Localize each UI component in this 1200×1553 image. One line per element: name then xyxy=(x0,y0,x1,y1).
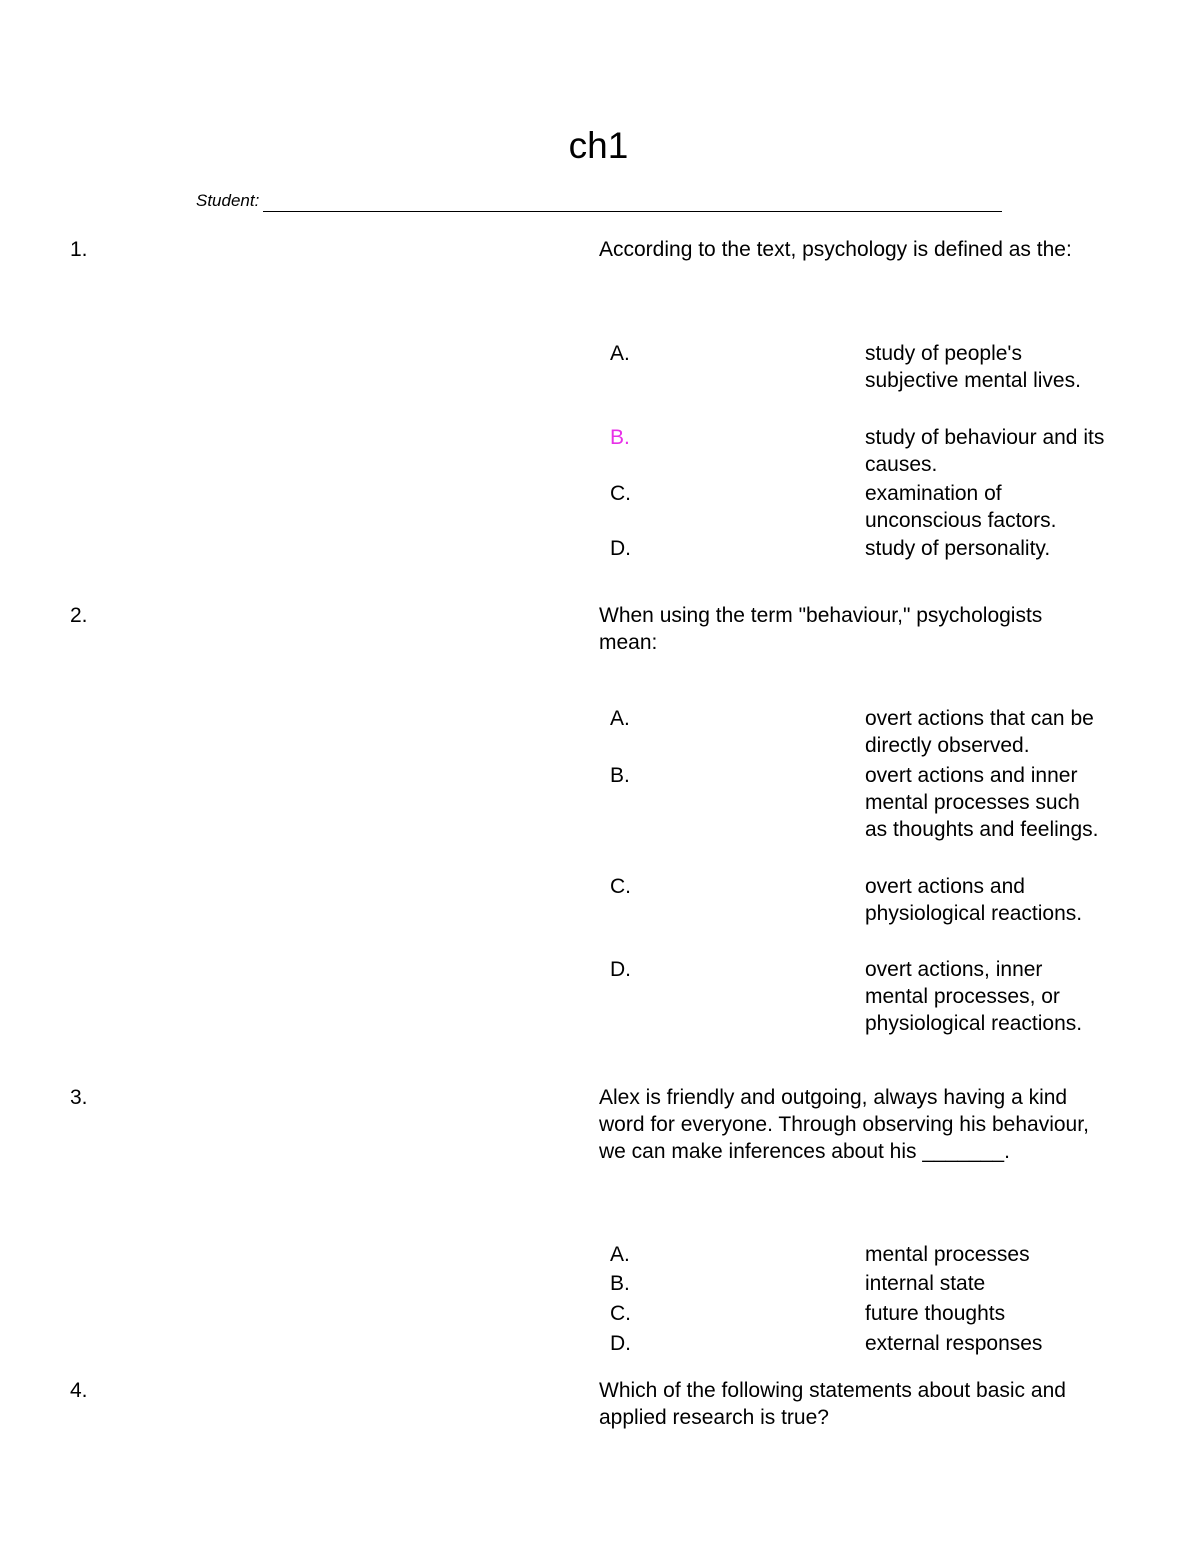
option-letter: C. xyxy=(610,1302,631,1325)
option-text: examination of unconscious factors. xyxy=(865,482,1057,532)
option-text: internal state xyxy=(865,1272,986,1295)
question-stem: Which of the following statements about basic and applied research is true? xyxy=(599,1379,1066,1429)
option-text: overt actions that can be directly observed. xyxy=(865,707,1094,757)
question-number: 4. xyxy=(70,1379,88,1402)
option-text: overt actions, inner mental processes, or physiological reactions. xyxy=(865,958,1083,1035)
option-text: future thoughts xyxy=(865,1302,1006,1325)
option-text: study of people's subjective mental lives. xyxy=(865,342,1081,392)
question-number: 2. xyxy=(70,604,88,627)
option-letter: C. xyxy=(610,482,631,505)
option-letter: D. xyxy=(610,537,631,560)
question-stem: According to the text, psychology is defined as the: xyxy=(599,238,1072,261)
option-letter: B. xyxy=(610,764,630,787)
option-text: overt actions and inner mental processes such as thoughts and feelings. xyxy=(865,764,1099,841)
option-text: study of behaviour and its causes. xyxy=(865,426,1105,476)
option-text: study of personality. xyxy=(865,537,1051,560)
question-number: 1. xyxy=(70,238,88,261)
option-text: mental processes xyxy=(865,1243,1030,1266)
student-label: Student: xyxy=(196,191,260,210)
student-name-rule xyxy=(263,193,1002,212)
option-text: external responses xyxy=(865,1332,1043,1355)
question-number: 3. xyxy=(70,1086,88,1109)
option-text: overt actions and physiological reactions. xyxy=(865,875,1083,925)
option-letter: D. xyxy=(610,1332,631,1355)
option-letter: C. xyxy=(610,875,631,898)
option-letter: B. xyxy=(610,1272,630,1295)
option-letter: D. xyxy=(610,958,631,981)
option-letter: A. xyxy=(610,1243,630,1266)
student-name-field[interactable] xyxy=(196,190,1002,212)
question-stem: Alex is friendly and outgoing, always having a kind word for everyone. Through observing his behaviour, we can make inferences about his _______. xyxy=(599,1086,1089,1163)
option-letter-correct: B. xyxy=(610,426,630,449)
option-letter: A. xyxy=(610,342,630,365)
question-stem: When using the term "behaviour," psychologists mean: xyxy=(599,604,1043,654)
page-title: ch1 xyxy=(568,125,629,166)
option-letter: A. xyxy=(610,707,630,730)
